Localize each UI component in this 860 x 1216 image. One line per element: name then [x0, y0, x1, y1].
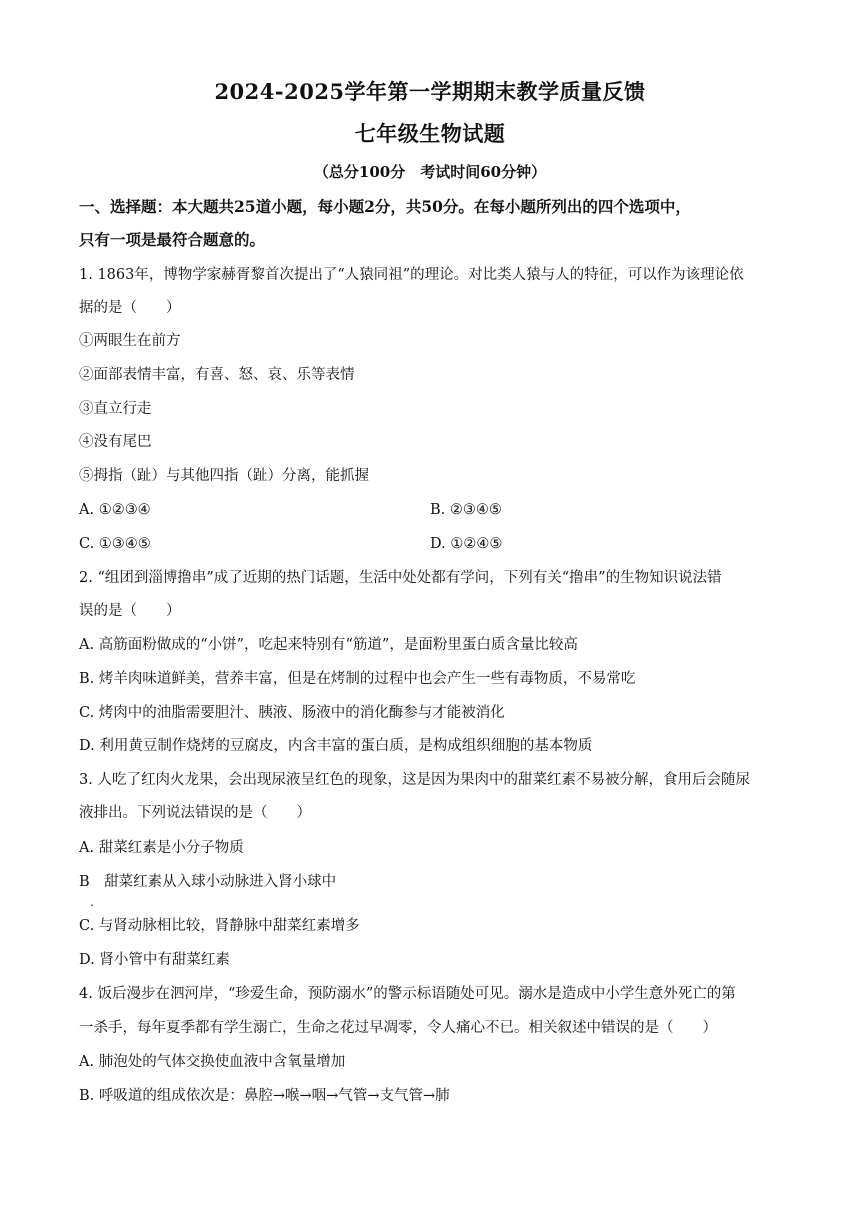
q1-item: ③直立行走 — [79, 401, 152, 417]
q3-option-b-dot: . — [90, 895, 94, 909]
q2-option-b: B. 烤羊肉味道鲜美，营养丰富，但是在烤制的过程中也会产生一些有毒物质，不易常吃 — [79, 671, 636, 687]
q3-option-d: D. 肾小管中有甜菜红素 — [79, 952, 230, 968]
q2-stem-line-2: 误的是（ ） — [79, 603, 181, 619]
q1-item: ②面部表情丰富，有喜、怒、哀、乐等表情 — [79, 367, 355, 383]
q1-option-a: A. ①②③④ — [79, 502, 151, 518]
q2-stem-line-1: 2. “组团到淄博撸串”成了近期的热门话题，生活中处处都有学问，下列有关“撸串”的生物知识说法错 — [79, 570, 722, 586]
q1-option-d: D. ①②④⑤ — [430, 536, 503, 552]
section-heading-line-2: 只有一项是最符合题意的。 — [79, 230, 266, 249]
q1-option-c: C. ①③④⑤ — [79, 536, 151, 552]
section-heading-line-1: 一、选择题：本大题共25道小题，每小题2分，共50分。在每小题所列出的四个选项中， — [79, 197, 691, 216]
q3-stem-line-1: 3. 人吃了红肉火龙果，会出现尿液呈红色的现象，这是因为果肉中的甜菜红素不易被分解，食用后会随尿 — [79, 772, 750, 788]
q3-stem-line-2: 液排出。下列说法错误的是（ ） — [79, 805, 311, 821]
q2-option-a: A. 高筋面粉做成的“小饼”，吃起来特别有“筋道”，是面粉里蛋白质含量比较高 — [79, 637, 578, 653]
q4-option-a: A. 肺泡处的气体交换使血液中含氧量增加 — [79, 1054, 346, 1070]
q4-stem-line-2: 一杀手，每年夏季都有学生溺亡，生命之花过早凋零，令人痛心不已。相关叙述中错误的是（ ） — [79, 1020, 717, 1036]
q3-option-a: A. 甜菜红素是小分子物质 — [79, 840, 244, 856]
score-time-note: （总分100分 考试时间60分钟） — [313, 163, 547, 181]
q1-stem-line-2: 据的是（ ） — [79, 300, 181, 316]
q2-option-d: D. 利用黄豆制作烧烤的豆腐皮，内含丰富的蛋白质，是构成组织细胞的基本物质 — [79, 738, 593, 754]
q1-item: ⑤拇指（趾）与其他四指（趾）分离，能抓握 — [79, 468, 369, 484]
exam-title: 2024-2025学年第一学期期末教学质量反馈 — [214, 79, 646, 104]
q1-item: ①两眼生在前方 — [79, 333, 181, 349]
q4-stem-line-1: 4. 饭后漫步在泗河岸，“珍爱生命，预防溺水”的警示标语随处可见。溺水是造成中小学生意外死亡的第 — [79, 986, 736, 1002]
exam-subtitle: 七年级生物试题 — [354, 121, 506, 146]
q1-stem-line-1: 1. 1863年，博物学家赫胥黎首次提出了“人猿同祖”的理论。对比类人猿与人的特征，可以作为该理论依 — [79, 267, 744, 283]
q4-option-b: B. 呼吸道的组成依次是：鼻腔→喉→咽→气管→支气管→肺 — [79, 1088, 450, 1104]
q1-item: ④没有尾巴 — [79, 434, 152, 450]
q3-option-b: B 甜菜红素从入球小动脉进入肾小球中 — [79, 874, 337, 890]
q2-option-c: C. 烤肉中的油脂需要胆汁、胰液、肠液中的消化酶参与才能被消化 — [79, 705, 505, 721]
q1-option-b: B. ②③④⑤ — [430, 502, 502, 518]
q3-option-c: C. 与肾动脉相比较，肾静脉中甜菜红素增多 — [79, 918, 360, 934]
